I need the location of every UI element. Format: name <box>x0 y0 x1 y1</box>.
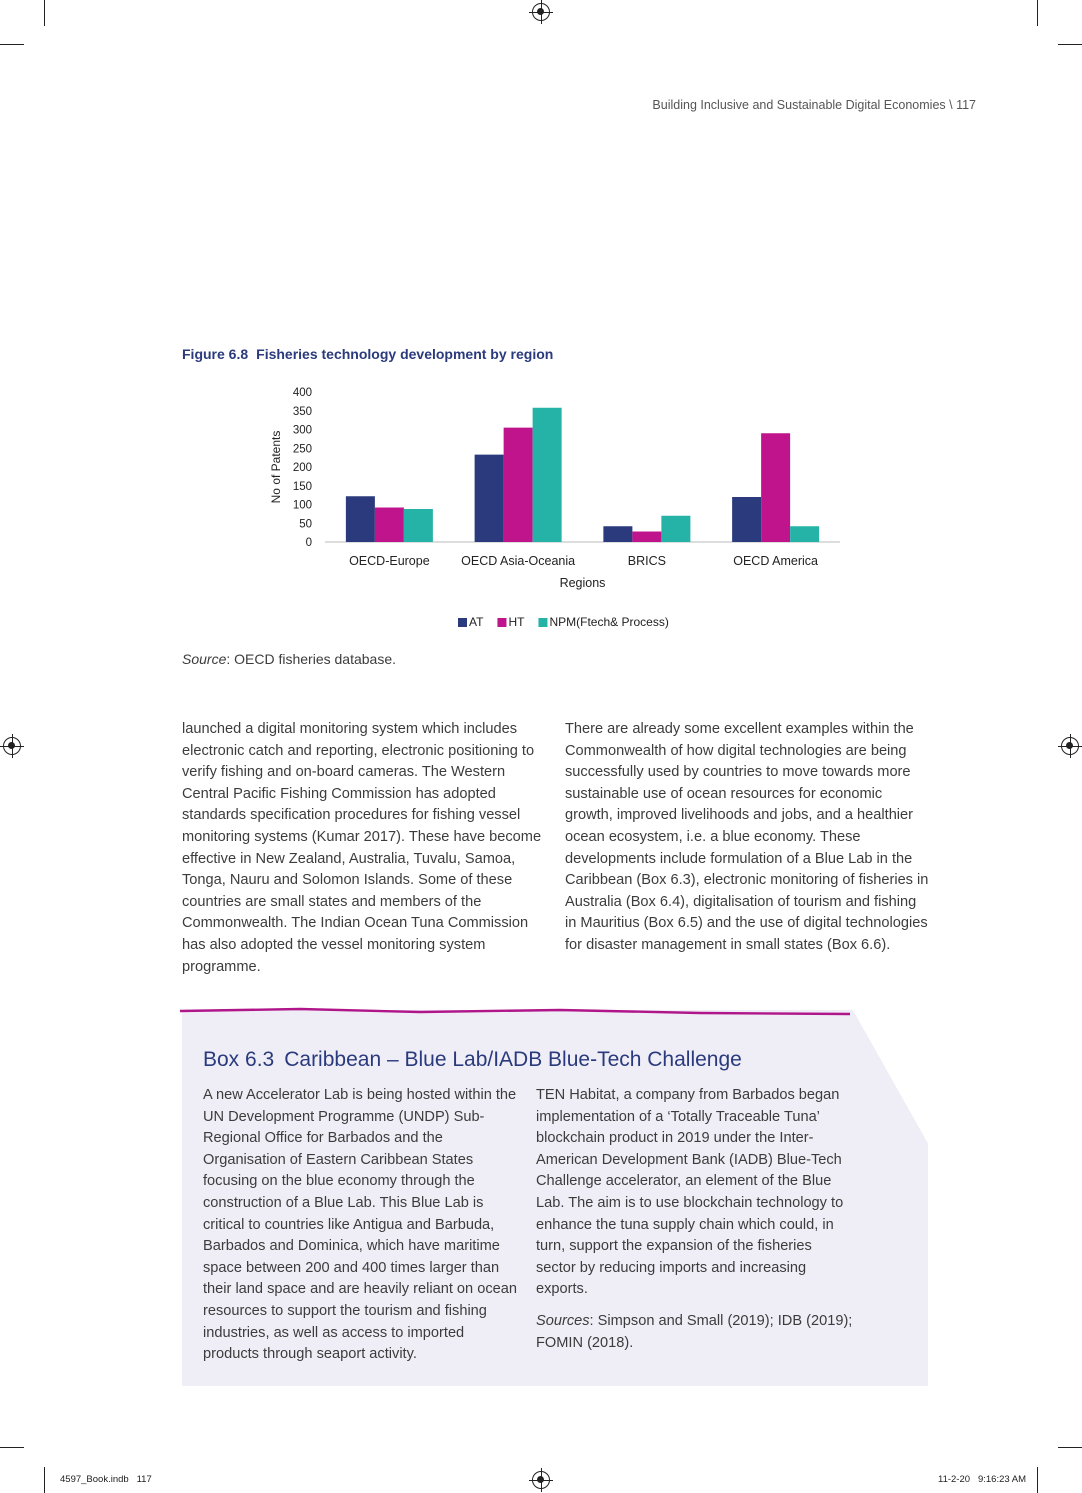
bar <box>603 526 632 542</box>
box-paragraph: A new Accelerator Lab is being hosted within the UN Development Programme (UNDP) Sub-Regional Office for Barbados and the Organisation of Eastern Caribbean States focusing on the blue economy through the construction of a Blue Lab. This Blue Lab is critical to countries like Antigua and Barbuda, Barbados and Dominica, which have maritime space between 200 and 400 times larger than their land space and are heavily reliant on ocean resources to support the tourism and fishing industries, as well as access to imported products through seaport activity. <box>203 1087 517 1363</box>
legend-swatch <box>497 618 506 627</box>
crop-mark <box>0 44 24 45</box>
figure-source <box>182 651 396 667</box>
bar <box>790 526 819 542</box>
box-sources <box>536 1311 854 1354</box>
source-label: Source <box>182 651 227 667</box>
bar <box>404 509 433 542</box>
crop-mark <box>1037 0 1038 26</box>
y-tick-label: 300 <box>292 424 312 437</box>
x-tick-label: OECD America <box>733 554 818 568</box>
running-head: Building Inclusive and Sustainable Digital Economies \ 117 <box>652 98 976 112</box>
x-tick-label: OECD Asia-Oceania <box>461 554 576 568</box>
legend-label: HT <box>508 615 525 629</box>
legend-label: NPM(Ftech& Process) <box>549 615 669 629</box>
y-tick-label: 250 <box>292 443 312 456</box>
figure-caption <box>182 346 553 362</box>
x-axis-label: Regions <box>559 576 606 590</box>
registration-mark-icon <box>3 737 21 755</box>
bar <box>375 508 404 543</box>
bar-chart <box>260 380 860 640</box>
crop-mark <box>1058 44 1082 45</box>
bar <box>533 408 562 542</box>
crop-mark <box>0 1447 24 1448</box>
box-column-left <box>203 1085 521 1366</box>
registration-mark-icon <box>532 1471 550 1489</box>
sources-text: : Simpson and Small (2019); IDB (2019); FOMIN (2018). <box>536 1312 853 1351</box>
box-paragraph: TEN Habitat, a company from Barbados began implementation of a ‘Totally Traceable Tuna’ blockchain product in 2019 under the Inter-American Development Bank (IADB) Blue-Tech Challenge accelerator, an element of the Blue Lab. The aim is to use blockchain technology to enhance the tuna supply chain which could, in turn, support the expansion of the fisheries sector by reducing imports and increasing exports. <box>536 1087 844 1298</box>
x-tick-label: BRICS <box>627 554 666 568</box>
bar <box>632 532 661 543</box>
body-column-right <box>565 719 930 957</box>
body-paragraph: There are already some excellent examples within the Commonwealth of how digital technologies are being successfully used by countries to move towards more sustainable use of ocean resources for economic growth, improved livelihoods and jobs, and a healthier ocean ecosystem, i.e. a blue economy. These developments include formulation of a Blue Lab in the Caribbean (Box 6.3), electronic monitoring of fisheries in Australia (Box 6.4), digitalisation of tourism and fishing in Mauritius (Box 6.5) and the use of digital technologies for disaster management in small states (Box 6.6). <box>565 721 929 953</box>
figure-title: Fisheries technology development by region <box>256 346 554 362</box>
bar <box>661 516 690 542</box>
box-number: Box 6.3 <box>203 1048 275 1071</box>
source-text: : OECD fisheries database. <box>226 651 396 667</box>
y-tick-label: 0 <box>305 537 312 549</box>
footer-file: 4597_Book.indb 117 <box>60 1474 152 1485</box>
x-tick-label: OECD-Europe <box>349 554 430 568</box>
y-tick-label: 400 <box>292 387 312 399</box>
box-column-right <box>536 1085 854 1354</box>
y-tick-label: 200 <box>292 462 312 474</box>
footer-timestamp: 11-2-20 9:16:23 AM <box>938 1474 1027 1485</box>
sources-label: Sources <box>536 1312 590 1329</box>
crop-mark <box>44 0 45 26</box>
legend-swatch <box>538 618 547 627</box>
y-tick-label: 150 <box>292 480 312 493</box>
y-axis-label: No of Patents <box>269 430 283 504</box>
bar <box>761 433 790 542</box>
body-column-left <box>182 719 552 978</box>
body-paragraph: launched a digital monitoring system which includes electronic catch and reporting, electronic positioning to verify fishing and on-board cameras. The Western Central Pacific Fishing Commission has adopted standards specification procedures for fishing vessel monitoring systems (Kumar 2017). These have become effective in New Zealand, Australia, Tuvalu, Samoa, Tonga, Nauru and Solomon Islands. Some of these countries are small states and members of the Commonwealth. The Indian Ocean Tuna Commission has also adopted the vessel monitoring system programme. <box>182 721 542 975</box>
crop-mark <box>1037 1467 1038 1493</box>
bar <box>475 455 504 542</box>
crop-mark <box>1058 1447 1082 1448</box>
y-tick-label: 350 <box>292 405 312 418</box>
bar <box>346 496 375 542</box>
figure-number: Figure 6.8 <box>182 346 249 362</box>
bar <box>504 428 533 542</box>
legend-label: AT <box>469 615 484 629</box>
crop-mark <box>44 1467 45 1493</box>
box-title <box>203 1048 742 1072</box>
bar <box>732 497 761 542</box>
registration-mark-icon <box>1061 737 1079 755</box>
y-tick-label: 50 <box>299 518 312 531</box>
box-heading: Caribbean – Blue Lab/IADB Blue-Tech Challenge <box>284 1048 742 1071</box>
registration-mark-icon <box>532 3 550 21</box>
y-tick-label: 100 <box>292 499 312 512</box>
legend-swatch <box>458 618 467 627</box>
